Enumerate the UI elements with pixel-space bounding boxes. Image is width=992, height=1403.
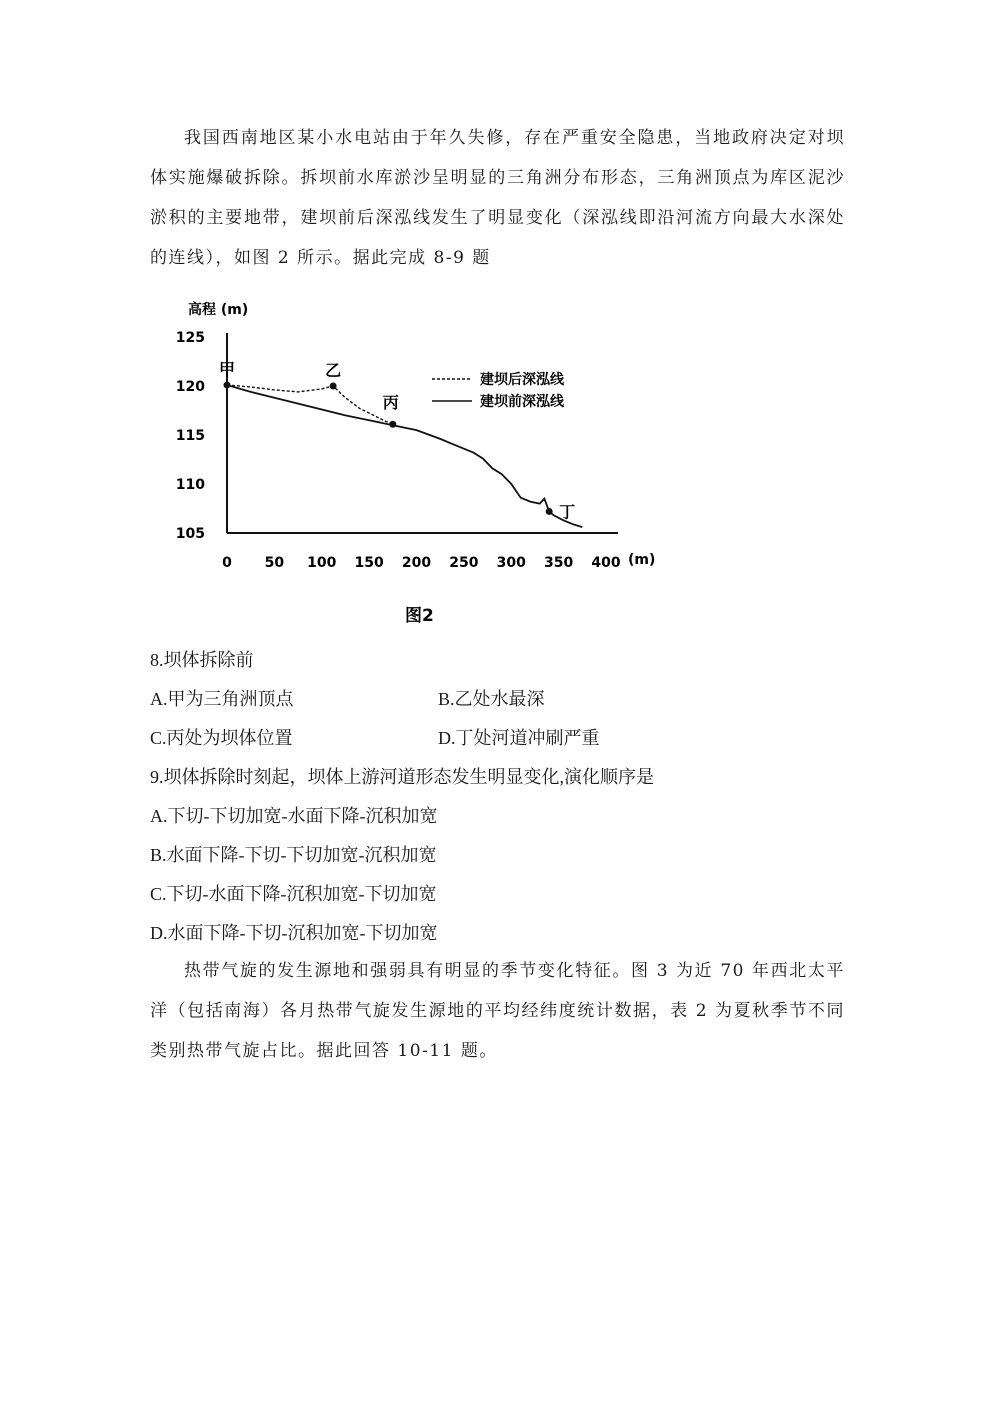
x-tick-label: 300 [496,555,526,571]
x-axis-label: (m) [628,552,656,568]
question-9-option-a: A.下切-下切加宽-水面下降-沉积加宽 [150,806,438,826]
marker-point [546,508,553,515]
point-label: 乙 [325,361,342,380]
point-label: 丁 [559,502,576,522]
outro-paragraph: 热带气旋的发生源地和强弱具有明显的季节变化特征。图 3 为近 70 年西北太平洋（包括南海）各月热带气旋发生源地的平均经纬度统计数据，表 2 为夏秋季节不同类别热带气旋占比。据此回答 10-11 题。 [150,961,845,1061]
point-label: 丙 [382,393,399,413]
chart-legend [432,371,565,410]
figure-caption: 图2 [405,606,434,626]
y-tick-label: 125 [175,330,205,346]
x-tick-label: 350 [544,555,574,571]
x-tick-label: 400 [591,555,621,571]
x-tick-label: 50 [264,555,285,571]
x-tick-label: 200 [401,555,432,571]
profile-chart [150,292,690,637]
marker-point [330,383,337,390]
x-tick-label: 100 [307,555,337,571]
x-tick-label: 250 [449,555,479,571]
y-axis-label: 高程 (m) [188,302,249,318]
x-tick-label: 0 [222,555,232,571]
y-tick-label: 110 [175,477,205,493]
marker-point [389,421,396,428]
question-9-stem: 9.坝体拆除时刻起，坝体上游河道形态发生明显变化,演化顺序是 [150,767,654,787]
y-tick-label: 105 [175,526,205,542]
question-8-option-d: D.丁处河道冲刷严重 [438,728,600,748]
legend-label: 建坝后深泓线 [480,372,564,388]
chart-ticks [176,330,621,571]
x-tick-label: 150 [354,555,384,571]
question-8-option-c: C.丙处为坝体位置 [150,728,293,748]
after-dam-thalweg-line [227,385,393,424]
question-9-option-c: C.下切-水面下降-沉积加宽-下切加宽 [150,884,437,904]
marker-point [224,382,231,389]
y-tick-label: 115 [175,428,205,444]
intro-paragraph: 我国西南地区某小水电站由于年久失修，存在严重安全隐患，当地政府决定对坝体实施爆破拆除。拆坝前水库淤沙呈明显的三角洲分布形态，三角洲顶点为库区泥沙淤积的主要地带，建坝前后深泓线发生了明显变化（深泓线即沿河流方向最大水深处的连线），如图 2 所示。据此完成 8-9 题 [150,128,845,268]
question-8-option-b: B.乙处水最深 [438,689,545,709]
question-9-option-d: D.水面下降-下切-沉积加宽-下切加宽 [150,923,438,943]
legend-label: 建坝前深泓线 [480,394,564,410]
figure-2 [150,292,690,637]
y-tick-label: 120 [175,379,205,395]
point-label: 甲 [218,360,236,380]
question-8-stem: 8.坝体拆除前 [150,650,254,670]
question-9-option-b: B.水面下降-下切-下切加宽-沉积加宽 [150,845,437,865]
question-8-option-a: A.甲为三角洲顶点 [150,689,294,709]
